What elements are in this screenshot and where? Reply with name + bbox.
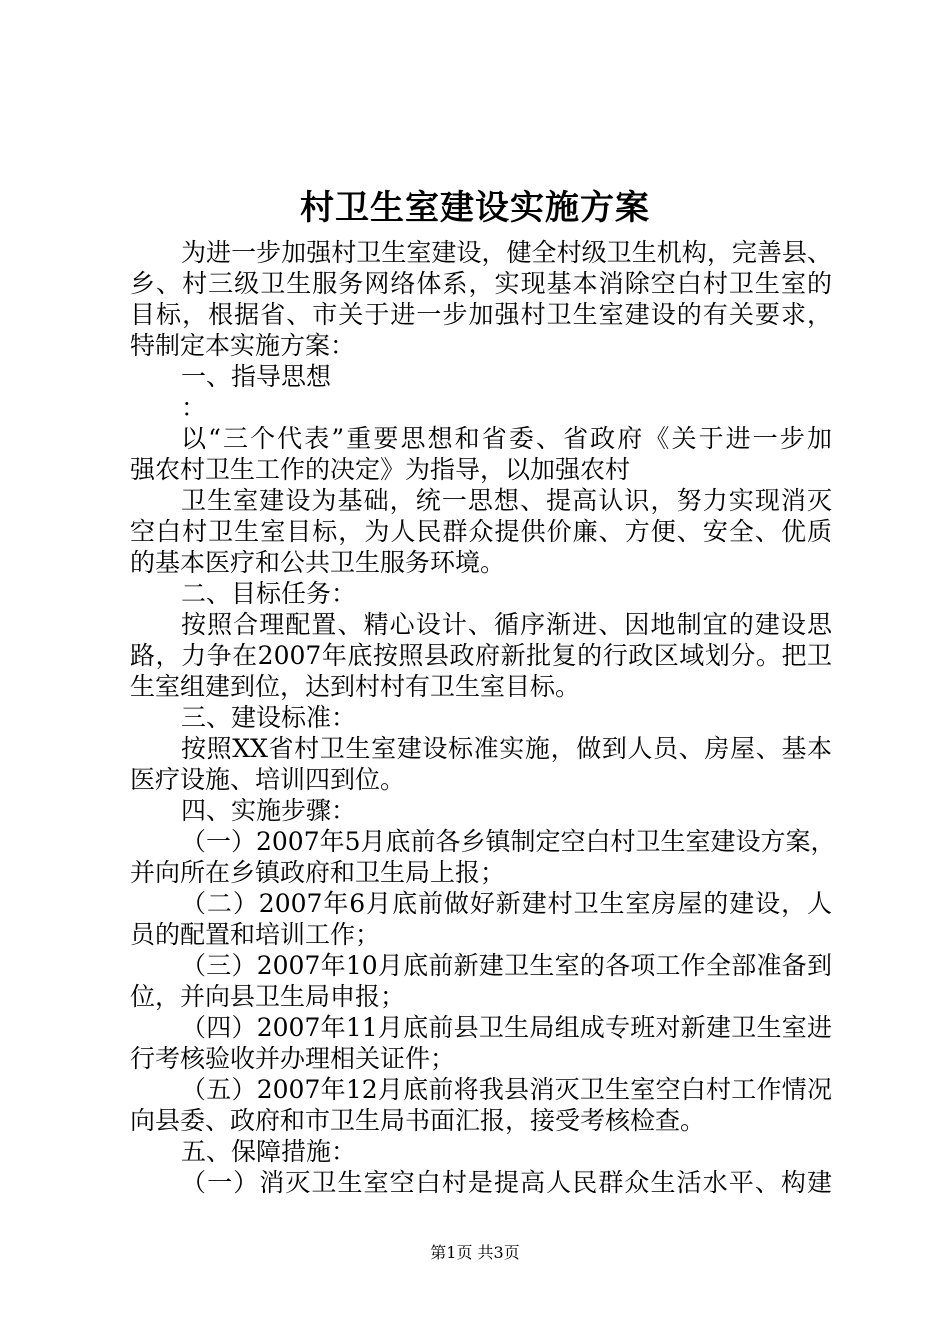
paragraph-line: 位，并向县卫生局申报； xyxy=(130,982,406,1011)
paragraph-line: 空白村卫生室目标，为人民群众提供价廉、方便、安全、优质 xyxy=(130,517,832,546)
paragraph-line: 按照XX省村卫生室建设标准实施，做到人员、房屋、基本 xyxy=(181,734,832,763)
paragraph-line: （二）2007年6月底前做好新建村卫生室房屋的建设，人 xyxy=(181,889,832,918)
section-heading: 四、实施步骤： xyxy=(181,796,357,825)
section-heading: 二、目标任务： xyxy=(181,579,357,608)
document-title: 村卫生室建设实施方案 xyxy=(300,188,650,228)
paragraph-line: 员的配置和培训工作； xyxy=(130,920,381,949)
section-heading: 五、保障措施： xyxy=(181,1137,357,1166)
paragraph-line: 行考核验收并办理相关证件； xyxy=(130,1044,456,1073)
paragraph-line: 按照合理配置、精心设计、循序渐进、因地制宜的建设思 xyxy=(181,610,832,639)
paragraph-line: 并向所在乡镇政府和卫生局上报； xyxy=(130,858,506,887)
paragraph-line: 强农村卫生工作的决定》为指导，以加强农村 xyxy=(130,455,631,484)
paragraph-line: （四）2007年11月底前县卫生局组成专班对新建卫生室进 xyxy=(181,1013,832,1042)
paragraph-line: （三）2007年10月底前新建卫生室的各项工作全部准备到 xyxy=(181,951,832,980)
paragraph-line: 医疗设施、培训四到位。 xyxy=(130,765,406,794)
paragraph-line: 的基本医疗和公共卫生服务环境。 xyxy=(130,548,506,577)
section-heading: 三、建设标准： xyxy=(181,703,357,732)
paragraph-line: 向县委、政府和市卫生局书面汇报，接受考核检查。 xyxy=(130,1106,706,1135)
paragraph-line: （一）2007年5月底前各乡镇制定空白村卫生室建设方案， xyxy=(181,827,836,856)
paragraph-line: 乡、村三级卫生服务网络体系，实现基本消除空白村卫生室的 xyxy=(130,269,832,298)
paragraph-line: 路，力争在2007年底按照县政府新批复的行政区域划分。把卫 xyxy=(130,641,832,670)
paragraph-line: （五）2007年12月底前将我县消灭卫生室空白村工作情况 xyxy=(181,1075,832,1104)
paragraph-line: 特制定本实施方案： xyxy=(130,331,356,360)
paragraph-line: 生室组建到位，达到村村有卫生室目标。 xyxy=(130,672,581,701)
paragraph-line: ： xyxy=(181,393,207,422)
section-heading: 一、指导思想 xyxy=(181,362,332,391)
paragraph-line: 为进一步加强村卫生室建设，健全村级卫生机构，完善县、 xyxy=(181,238,832,267)
paragraph-line: 以“三个代表”重要思想和省委、省政府《关于进一步加 xyxy=(181,424,832,453)
paragraph-line: 目标，根据省、市关于进一步加强村卫生室建设的有关要求， xyxy=(130,300,832,329)
paragraph-line: 卫生室建设为基础，统一思想、提高认识，努力实现消灭 xyxy=(181,486,832,515)
paragraph-line: （一）消灭卫生室空白村是提高人民群众生活水平、构建 xyxy=(181,1168,832,1197)
page-footer: 第1页 共3页 xyxy=(430,1243,520,1262)
